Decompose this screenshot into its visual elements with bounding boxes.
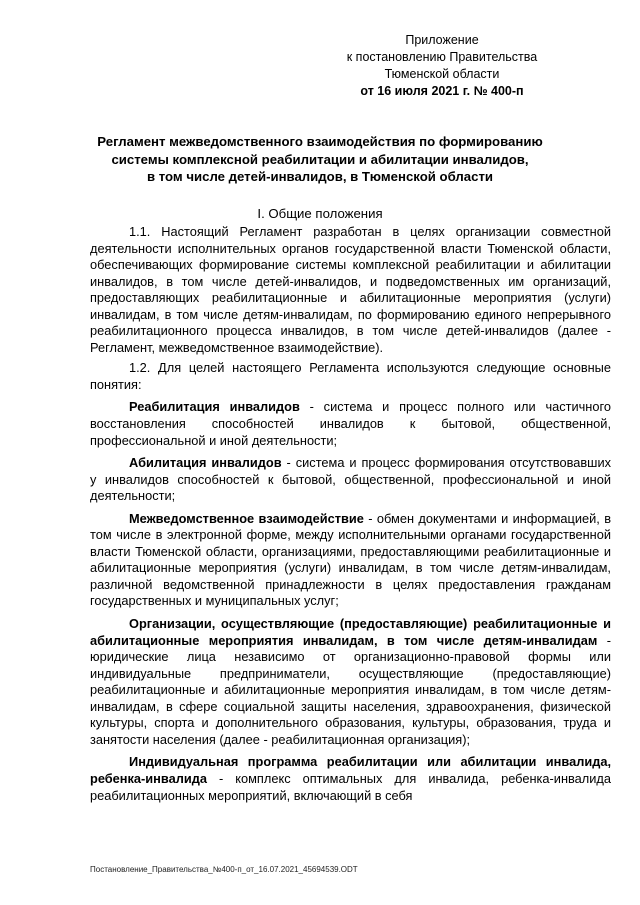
definition-organizations-text: - юридические лица независимо от организационно-правовой формы или индивидуальные предприниматели, осуществляющие (предоставляющие) реабилитационные и абилитационные мероприятия инвалидам, в том числе детям-инвалидам, в сфере социальной защиты населения, здравоохранения, физической культуры, спорта и дополнительного образования, культуры, образования, труда и занятости населения (далее - реабилитационная организация); [90, 632, 611, 747]
definition-individual-program [90, 754, 611, 804]
appendix-reference: к постановлению Правительства [346, 49, 538, 64]
appendix-block [302, 32, 582, 100]
title-line-1: Регламент межведомственного взаимодействия по формированию [97, 134, 543, 149]
appendix-date: от 16 июля 2021 г. № 400-п [360, 84, 524, 99]
paragraph-1-2: 1.2. Для целей настоящего Регламента используются следующие основные понятия: [90, 360, 611, 392]
term-habilitation: Абилитация инвалидов [129, 455, 282, 471]
footer-filename: Постановление_Правительства_№400-п_от_16.07.2021_45694539.ODT [90, 865, 358, 874]
definition-habilitation-text: - система и процесс формирования отсутствовавших у инвалидов способностей к бытовой, общественной, профессиональной и иной деятельности; [90, 455, 611, 504]
definition-interaction [90, 511, 611, 610]
title-line-3: в том числе детей-инвалидов, в Тюменской области [146, 169, 494, 184]
term-individual-program: Индивидуальная программа реабилитации или абилитации инвалида, ребенка-инвалида [90, 754, 611, 786]
definition-individual-program-text: - комплекс оптимальных для инвалида, ребенка-инвалида реабилитационных мероприятий, включающий в себя [90, 770, 611, 803]
definition-interaction-text: - обмен документами и информацией, в том числе в электронной форме, между исполнительными органами государственной власти Тюменской области, организациями, предоставляющими реабилитационные и абилитационные мероприятия (услуги) инвалидам, в том числе детям-инвалидам, различной ведомственной принадлежности в целях предоставления гражданам государственных и муниципальных услуг; [90, 510, 611, 609]
document-body [90, 224, 611, 808]
appendix-label: Приложение [405, 33, 479, 47]
definition-rehabilitation-text: - система и процесс полного или частичного восстановления способностей инвалидов к бытовой, общественной, профессиональной и иной деятельности; [90, 399, 611, 448]
term-organizations: Организации, осуществляющие (предоставляющие) реабилитационные и абилитационные мероприятия инвалидам, в том числе детям-инвалидам [90, 616, 611, 648]
document-title [40, 133, 600, 186]
appendix-region: Тюменской области [384, 66, 500, 81]
definition-rehabilitation [90, 399, 611, 449]
section-heading: I. Общие положения [257, 206, 383, 221]
definition-organizations [90, 616, 611, 748]
definition-habilitation [90, 455, 611, 505]
term-interaction: Межведомственное взаимодействие [129, 510, 364, 526]
term-rehabilitation: Реабилитация инвалидов [129, 399, 300, 415]
paragraph-1-1: 1.1. Настоящий Регламент разработан в целях организации совместной деятельности исполнительных органов государственной власти Тюменской области, обеспечивающих формирование системы комплексной реабилитации и абилитации инвалидов, в том числе детей-инвалидов, и подведомственных им организаций, предоставляющих реабилитационные и абилитационные мероприятия (услуги) инвалидам, в том числе детям-инвалидам, по формированию единого непрерывного реабилитационного процесса инвалидов, в том числе детей-инвалидов (далее - Регламент, межведомственное взаимодействие). [90, 224, 611, 355]
title-line-2: системы комплексной реабилитации и абилитации инвалидов, [111, 151, 529, 167]
